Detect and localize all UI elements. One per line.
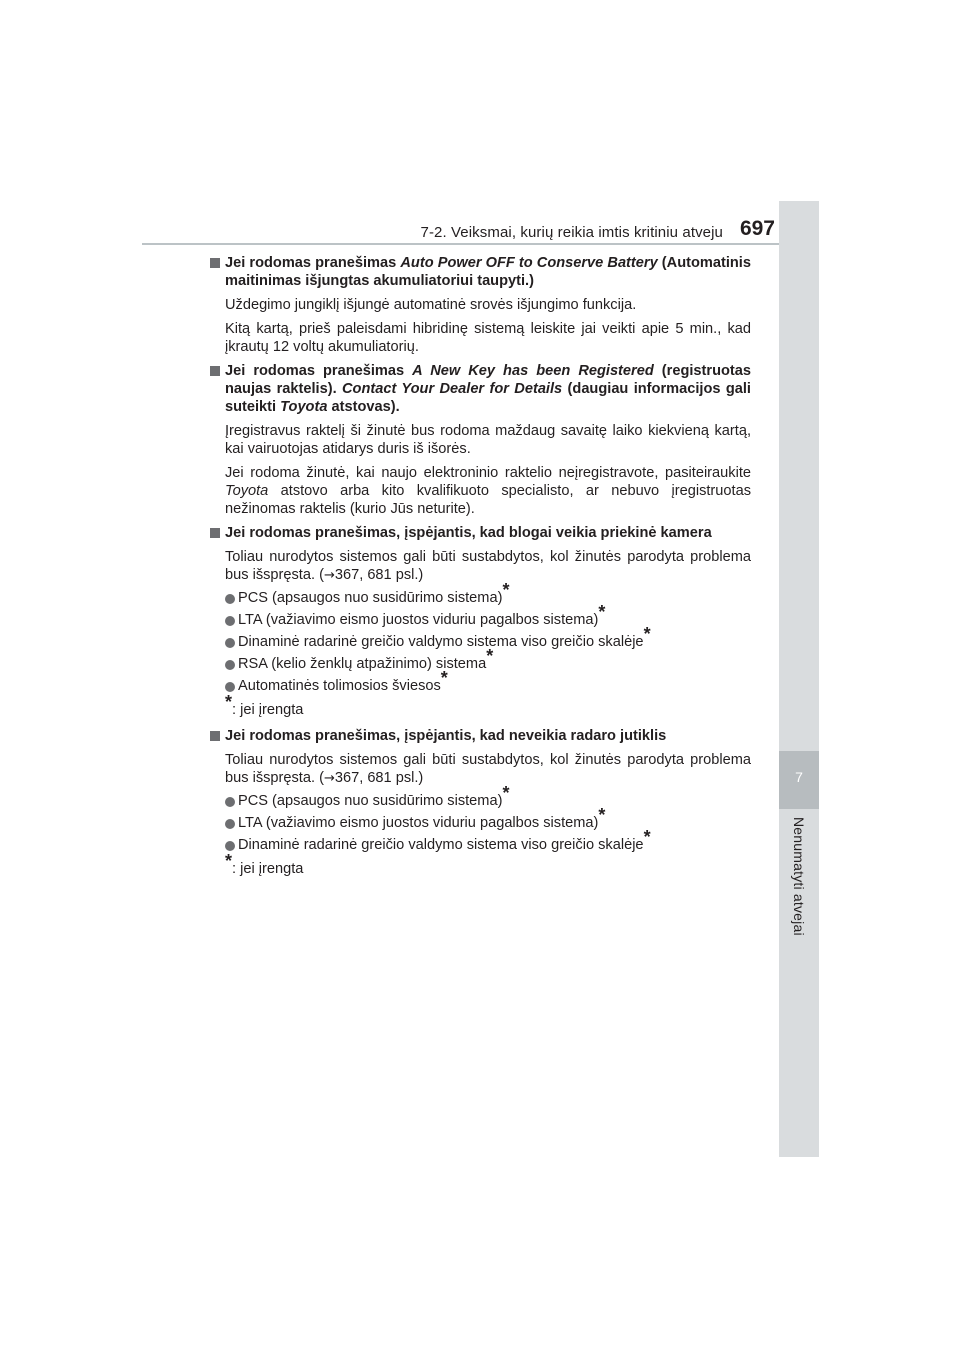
- section-heading: Jei rodomas pranešimas, įspėjantis, kad neveikia radaro jutiklis: [225, 728, 667, 744]
- section-new-key-registered: [210, 362, 751, 416]
- arrow-right-icon: →: [323, 568, 335, 583]
- section-auto-power-off: [210, 254, 751, 290]
- round-bullet-icon: [225, 682, 235, 692]
- arrow-right-icon: →: [323, 771, 335, 786]
- paragraph: Jei rodoma žinutė, kai naujo elektroninio raktelio neįregistravote, pasiteiraukite Toyota atstovo arba kito kvalifikuoto specialisto, ar nebuvo įregistruotas nežinomas raktelis (kurio Jūs neturite).: [225, 465, 751, 517]
- header-divider: [142, 243, 818, 245]
- list-item: PCS (apsaugos nuo susidūrimo sistema)*: [225, 589, 751, 607]
- paragraph: Toliau nurodytos sistemos gali būti sustabdytos, kol žinutės parodyta problema bus išspręsta. (→367, 681 psl.): [225, 549, 751, 583]
- paragraph: Įregistravus raktelį ši žinutė bus rodoma maždaug savaitę laiko kiekvieną kartą, kai vairuotojas atidarys duris iš išorės.: [225, 423, 751, 457]
- footnote: *: jei įrengta: [225, 851, 304, 877]
- round-bullet-icon: [225, 841, 235, 851]
- paragraph: Kitą kartą, prieš paleisdami hibridinę sistemą leiskite jai veikti apie 5 min., kad įkrautų 12 voltų akumuliatorių.: [225, 321, 751, 355]
- round-bullet-icon: [225, 616, 235, 626]
- page-header: [142, 214, 779, 244]
- square-bullet-icon: [210, 366, 220, 376]
- section-heading: Jei rodomas pranešimas, įspėjantis, kad blogai veikia priekinė kamera: [225, 525, 712, 541]
- list-item: RSA (kelio ženklų atpažinimo) sistema*: [225, 655, 751, 673]
- page-number: 697: [739, 217, 775, 240]
- footnote: *: jei įrengta: [225, 692, 304, 718]
- section-title: 7-2. Veiksmai, kurių reikia imtis kritiniu atveju: [420, 224, 723, 241]
- list-item: LTA (važiavimo eismo juostos viduriu pagalbos sistema)*: [225, 611, 751, 629]
- paragraph: Toliau nurodytos sistemos gali būti sustabdytos, kol žinutės parodyta problema bus išspręsta. (→367, 681 psl.): [225, 752, 751, 786]
- section-front-camera-warning: [210, 524, 751, 542]
- chapter-label: Nenumatyti atvejai: [791, 817, 807, 936]
- round-bullet-icon: [225, 660, 235, 670]
- section-heading: Jei rodomas pranešimas A New Key has been Registered (registruotas naujas raktelis). Contact Your Dealer for Details (daugiau informacijos gali suteikti Toyota atstovas).: [225, 363, 751, 415]
- chapter-side-tab: [779, 201, 819, 1157]
- round-bullet-icon: [225, 819, 235, 829]
- page-content: [210, 254, 751, 878]
- round-bullet-icon: [225, 594, 235, 604]
- list-item: PCS (apsaugos nuo susidūrimo sistema)*: [225, 792, 751, 810]
- section-heading: Jei rodomas pranešimas Auto Power OFF to Conserve Battery (Automatinis maitinimas išjungtas akumuliatoriui taupyti.): [225, 255, 751, 289]
- list-item: Dinaminė radarinė greičio valdymo sistema viso greičio skalėje*: [225, 836, 751, 854]
- list-item: Dinaminė radarinė greičio valdymo sistema viso greičio skalėje*: [225, 633, 751, 651]
- chapter-number: 7: [795, 769, 803, 785]
- list-item: Automatinės tolimosios šviesos*: [225, 677, 751, 695]
- round-bullet-icon: [225, 638, 235, 648]
- square-bullet-icon: [210, 528, 220, 538]
- square-bullet-icon: [210, 258, 220, 268]
- round-bullet-icon: [225, 797, 235, 807]
- list-item: LTA (važiavimo eismo juostos viduriu pagalbos sistema)*: [225, 814, 751, 832]
- paragraph: Uždegimo jungiklį išjungė automatinė srovės išjungimo funkcija.: [225, 297, 637, 313]
- square-bullet-icon: [210, 731, 220, 741]
- section-radar-sensor-warning: [210, 727, 751, 745]
